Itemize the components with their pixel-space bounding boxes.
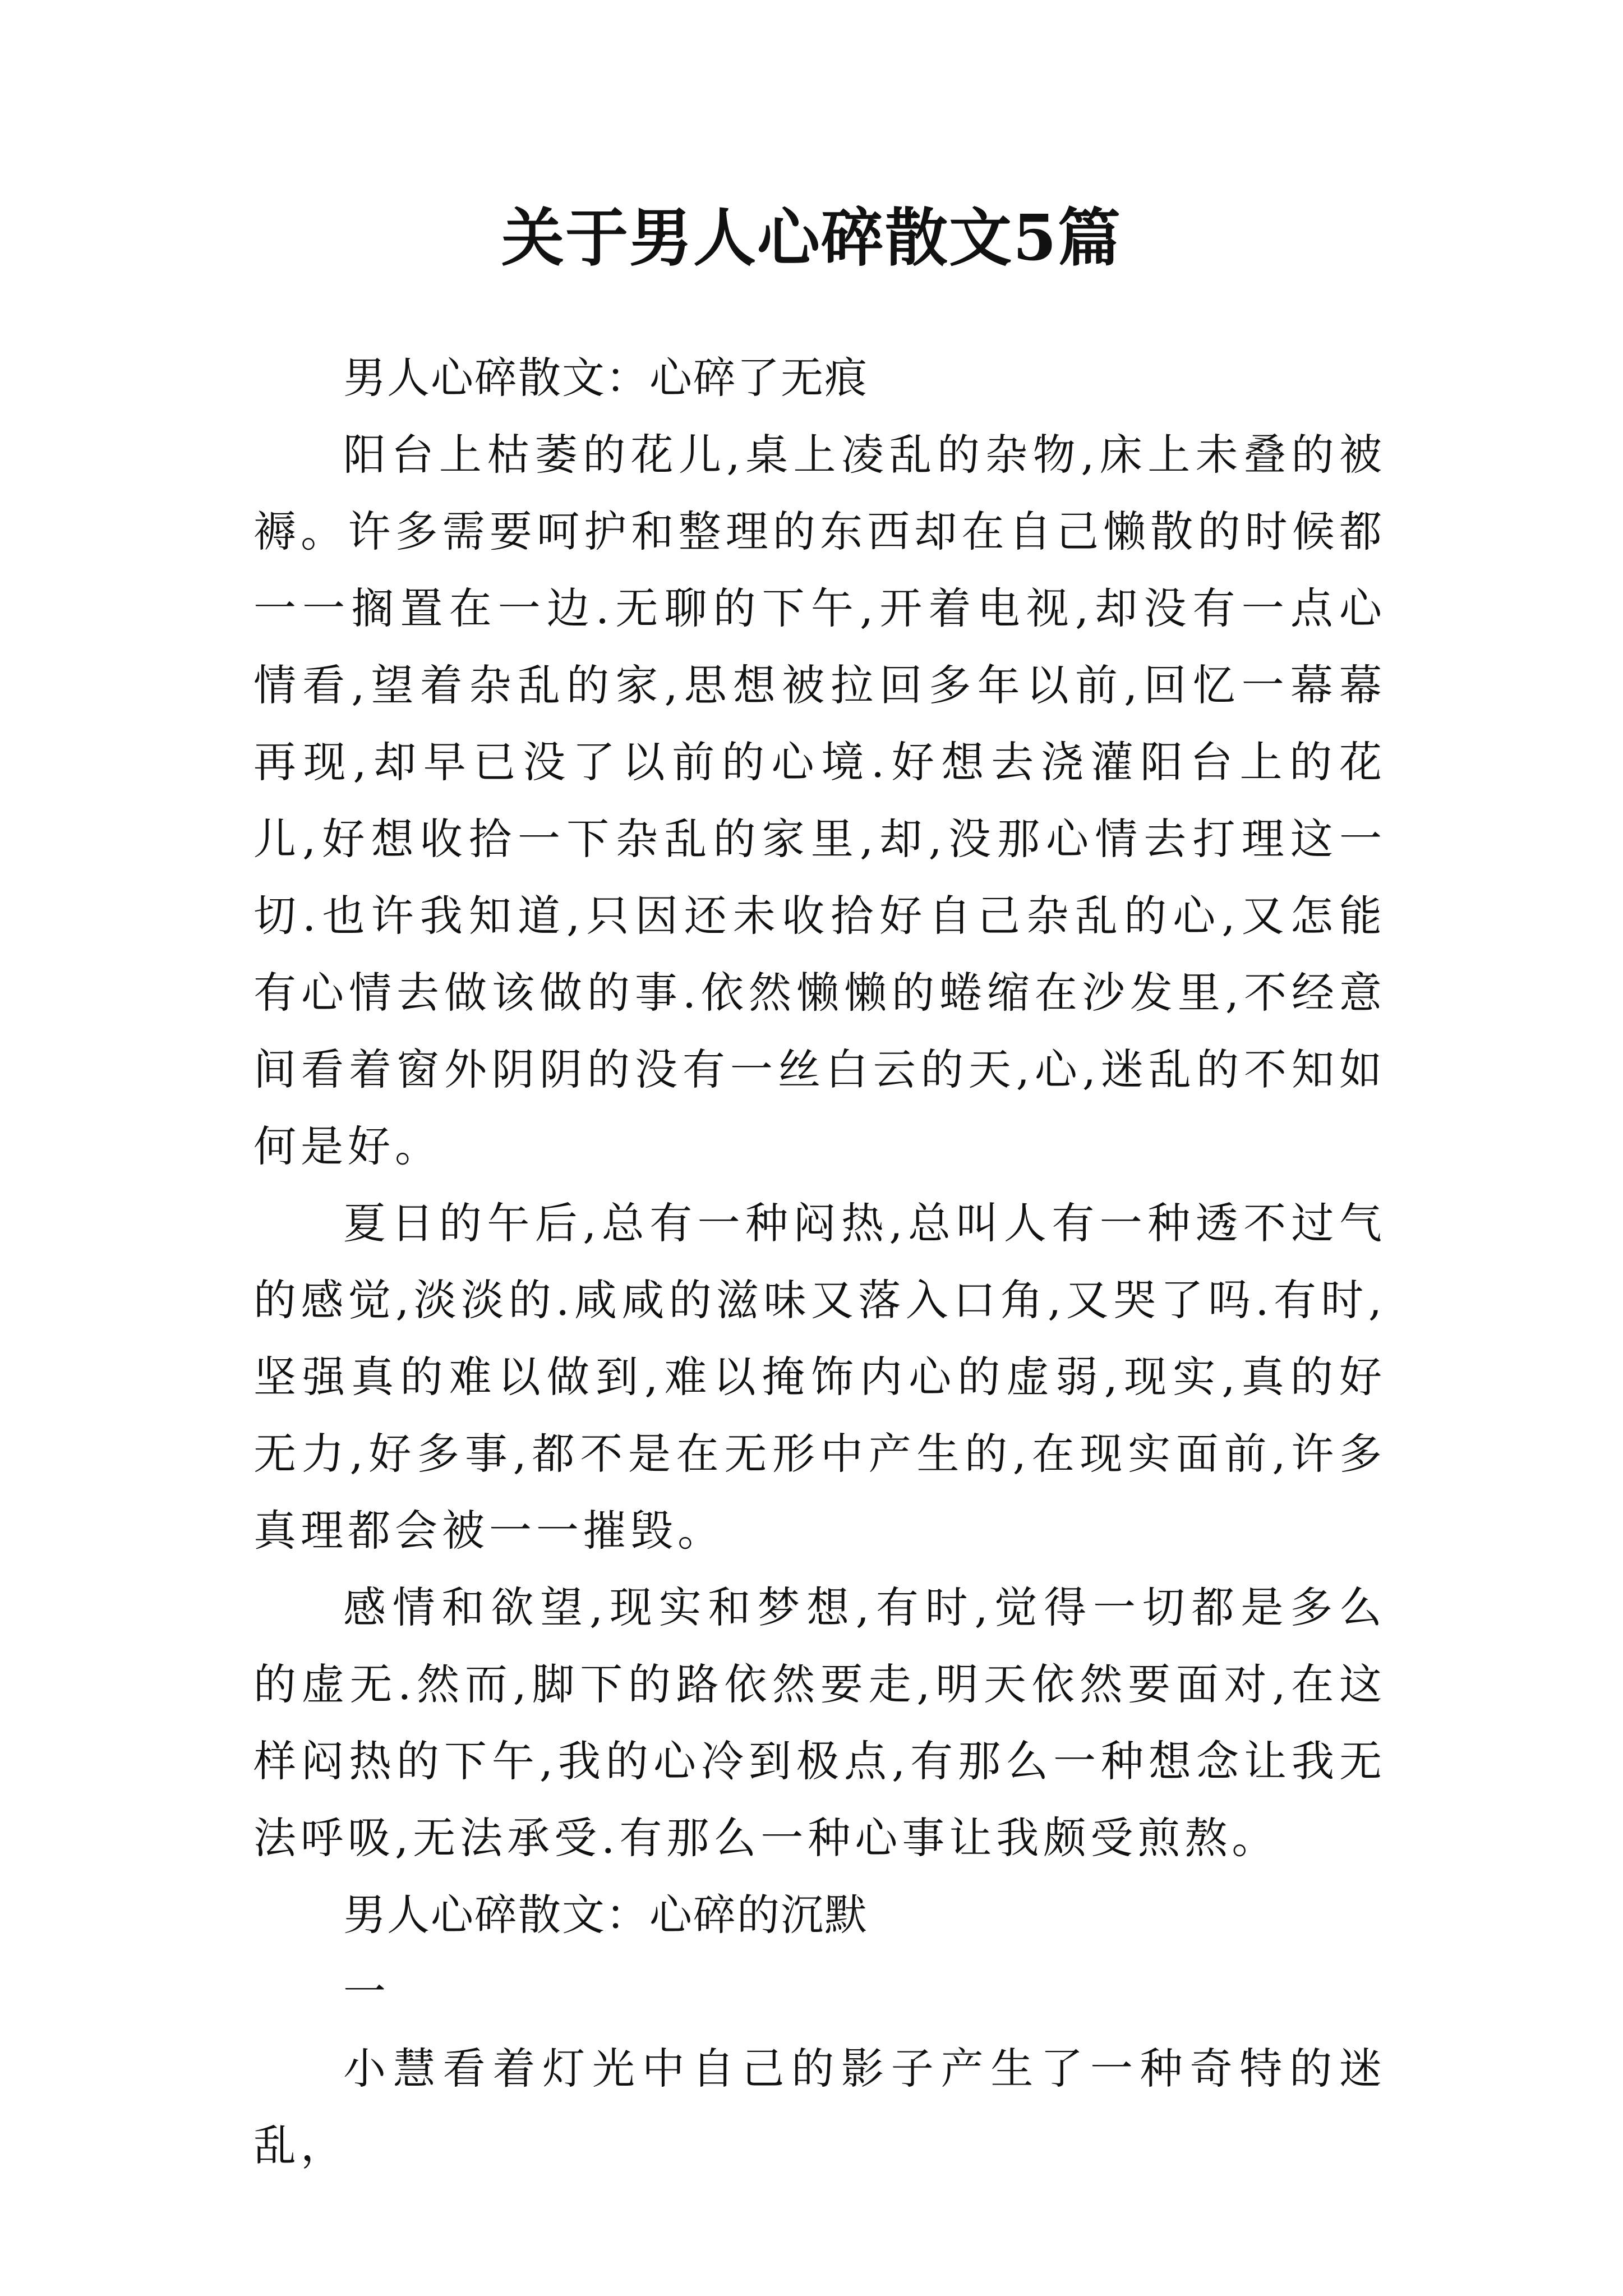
section-heading: 男人心碎散文：心碎的沉默	[343, 1890, 868, 1940]
paragraph: 阳台上枯萎的花儿,桌上凌乱的杂物,床上未叠的被褥。许多需要呵护和整理的东西却在自己懒散的时候都一一搁置在一边.无聊的下午,开着电视,却没有一点心情看,望着杂乱的家,思想被拉回多年以前,回忆一幕幕再现,却早已没了以前的心境.好想去浇灌阳台上的花儿,好想收拾一下杂乱的家里,却,没那心情去打理这一切.也许我知道,只因还未收拾好自己杂乱的心,又怎能有心情去做该做的事.依然懒懒的蜷缩在沙发里,不经意间看着窗外阴阴的没有一丝白云的天,心,迷乱的不知如何是好。	[253, 430, 1386, 1171]
section-number: 一	[343, 1967, 390, 2017]
section-heading: 男人心碎散文：心碎了无痕	[343, 353, 868, 403]
paragraph: 夏日的午后,总有一种闷热,总叫人有一种透不过气的感觉,淡淡的.咸咸的滋味又落入口角,又哭了吗.有时,坚强真的难以做到,难以掩饰内心的虚弱,现实,真的好无力,好多事,都不是在无形中产生的,在现实面前,许多真理都会被一一摧毁。	[253, 1198, 1386, 1556]
document-body	[253, 339, 1386, 2184]
document-title: 关于男人心碎散文5篇	[501, 201, 1122, 275]
paragraph: 感情和欲望,现实和梦想,有时,觉得一切都是多么的虚无.然而,脚下的路依然要走,明天依然要面对,在这样闷热的下午,我的心冷到极点,有那么一种想念让我无法呼吸,无法承受.有那么一种心事让我颇受煎熬。	[253, 1582, 1386, 1863]
paragraph: 小慧看着灯光中自己的影子产生了一种奇特的迷乱，	[253, 2044, 1386, 2170]
